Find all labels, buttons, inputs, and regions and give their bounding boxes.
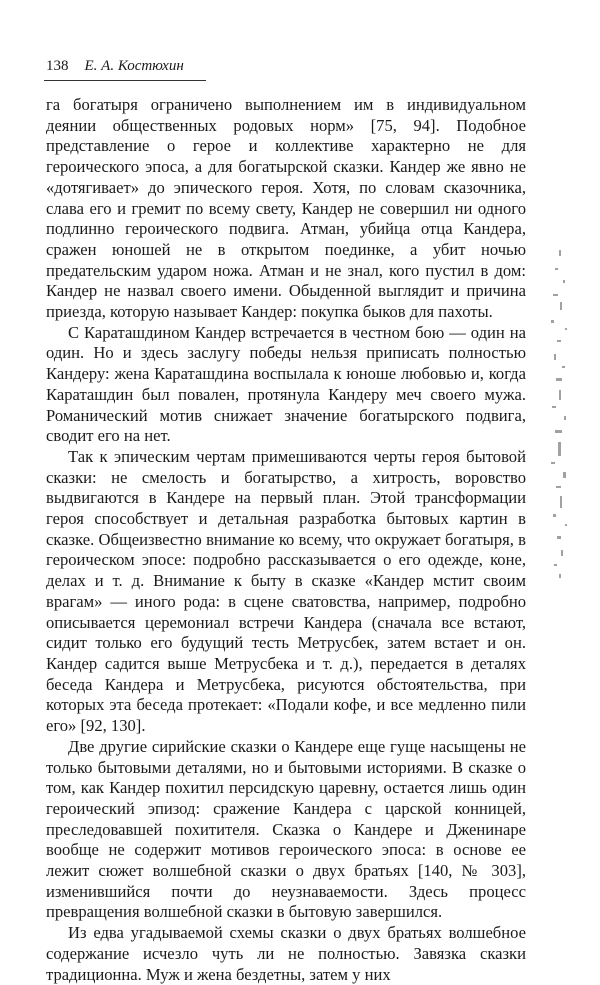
paragraph-2: С Караташдином Кандер встречается в честном бою — один на один. Но и здесь заслугу победы нельзя приписать полностью Кандеру: жена Караташдина воспылала к юноше любовью и, когда Караташдин был повален, протянула Кандеру меч своего мужа. Романический мотив снижает значение богатырского подвига, сводит его на нет.: [46, 322, 526, 446]
page-number: 138: [46, 58, 69, 74]
paragraph-5: Из едва угадываемой схемы сказки о двух братьях волшебное содержание исчезло чуть ли не полностью. Завязка сказки традиционна. Муж и жена бездетны, затем у них: [46, 923, 526, 984]
running-head: [46, 57, 184, 75]
paragraph-4: Две другие сирийские сказки о Кандере еще гуще насыщены не только бытовыми деталями, но и бытовыми историями. В сказке о том, как Кандер похитил персидскую царевну, остается лишь один героический эпизод: сражение Кандера с царской конницей, преследовавшей похитителя. Сказка о Кандере и Дженинаре вообще не содержит мотивов героического эпоса: в основе ее лежит сюжет волшебной сказки о двух братьях [140, № 303], изменившийся почти до неузнаваемости. Здесь процесс превращения волшебной сказки в бытовую завершился.: [46, 736, 526, 922]
paragraph-3: Так к эпическим чертам примешиваются черты героя бытовой сказки: не смелость и богатырство, а хитрость, воровство выдвигаются в Кандере на первый план. Этой трансформации героя способствует и детальная разработка бытовых картин в сказке. Общеизвестно внимание ко всему, что окружает богатыря, в героическом эпосе: подробно рассказывается о его одежде, коне, делах и т. д. Внимание к быту в сказке «Кандер мстит своим врагам» — иного рода: в сцене сватовства, например, подробно описывается церемониал встречи Кандера (сначала все встают, сидит только его будущий тесть Метрусбек, затем встает и он. Кандер садится выше Метрусбека и т. д.), передается в деталях беседа Кандера и Метрусбека, рисуются обстоятельства, при которых эта беседа протекает: «Подали кофе, и все медленно пили его» [92, 130].: [46, 446, 526, 736]
running-head-author: Е. А. Костюхин: [84, 58, 184, 74]
header-rule: [44, 80, 206, 81]
paragraph-1: га богатыря ограничено выполнением им в индивидуальном деянии общественных родовых норм» [75, 94]. Подобное представление о герое и коллективе характерно не для героического эпоса, а для богатырской сказки. Кандер же явно не «дотягивает» до эпического героя. Хотя, по словам сказочника, слава его и гремит по всему свету, Кандер не совершил ни одного подлинно героического подвига. Атман, убийца отца Кандера, сражен юношей не в открытом поединке, а убит ночью предательским ударом ножа. Атман и не знал, кого пустил в дом: Кандер не назвал своего имени. Обыденной выглядит и причина приезда, которую называет Кандер: покупка быков для пахоты.: [46, 95, 526, 322]
body-text: [46, 95, 526, 985]
scan-margin-noise: [545, 250, 575, 580]
